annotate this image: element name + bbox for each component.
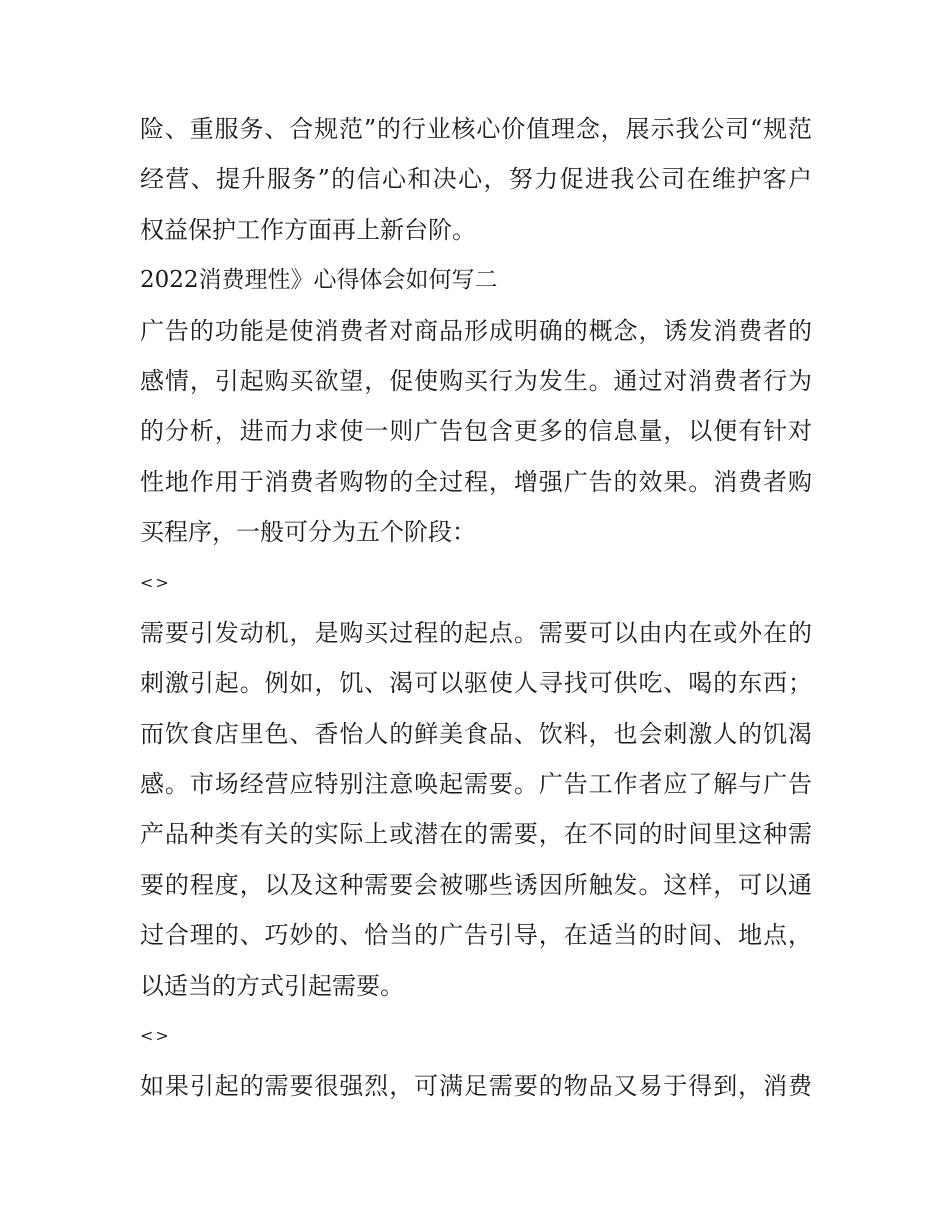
- text-line: 而饮食店里色、香怡人的鲜美食品、饮料，也会刺激人的饥渴: [140, 719, 812, 748]
- placeholder-marker: <>: [140, 572, 171, 592]
- text-line: 产品种类有关的实际上或潜在的需要，在不同的时间里这种需: [140, 820, 812, 849]
- text-line: 广告的功能是使消费者对商品形成明确的概念，诱发消费者的: [140, 316, 812, 345]
- text-line: 需要引发动机，是购买过程的起点。需要可以由内在或外在的: [140, 618, 812, 647]
- text-line: 感。市场经营应特别注意唤起需要。广告工作者应了解与广告: [140, 770, 812, 799]
- text-line: 要的程度，以及这种需要会被哪些诱因所触发。这样，可以通: [140, 870, 812, 899]
- text-line: 经营、提升服务”的信心和决心，努力促进我公司在维护客户: [140, 165, 812, 194]
- text-line: 如果引起的需要很强烈，可满足需要的物品又易于得到，消费: [140, 1072, 812, 1101]
- text-line: 险、重服务、合规范”的行业核心价值理念，展示我公司“规范: [140, 115, 812, 143]
- text-line: 性地作用于消费者购物的全过程，增强广告的效果。消费者购: [140, 467, 812, 496]
- text-line: 感情，引起购买欲望，促使购买行为发生。通过对消费者行为: [140, 366, 812, 395]
- placeholder-marker: <>: [140, 1026, 171, 1046]
- text-line: 以适当的方式引起需要。: [140, 971, 404, 1000]
- text-line: 权益保护工作方面再上新台阶。: [140, 215, 476, 244]
- text-line: 买程序，一般可分为五个阶段：: [140, 518, 476, 547]
- text-line: 的分析，进而力求使一则广告包含更多的信息量，以便有针对: [140, 417, 812, 446]
- text-line: 刺激引起。例如，饥、渴可以驱使人寻找可供吃、喝的东西；: [140, 669, 812, 698]
- text-line: 过合理的、巧妙的、恰当的广告引导，在适当的时间、地点，: [140, 921, 812, 950]
- section-heading: 2022消费理性》心得体会如何写二: [140, 267, 498, 294]
- document-page: [140, 104, 812, 1112]
